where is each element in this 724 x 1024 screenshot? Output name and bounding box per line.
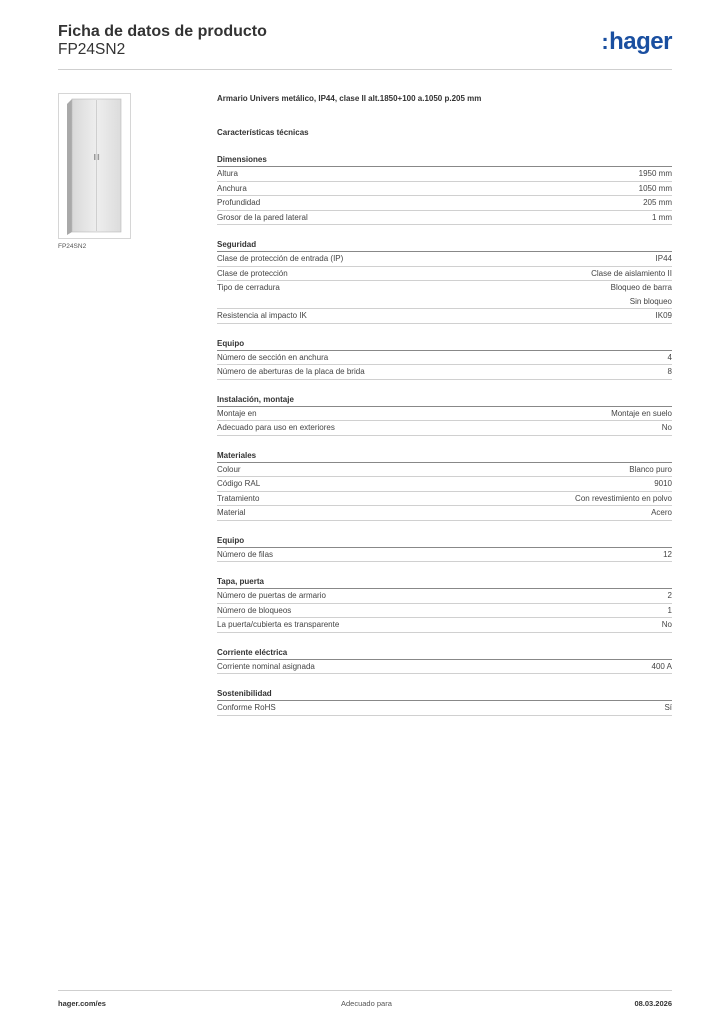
spec-value-line: 2 [667,591,672,600]
spec-value [651,506,672,520]
spec-section [217,394,672,436]
spec-label: Altura [217,169,238,178]
spec-value-line: 12 [663,549,672,559]
spec-value [668,351,672,365]
spec-value-line: Bloqueo de barra [610,283,672,292]
spec-value-line: 1 mm [652,212,672,222]
left-handle-icon [94,154,96,160]
spec-value-line: 205 mm [643,198,672,207]
spec-row [217,618,672,633]
spec-section [217,535,672,563]
spec-value-line: 1050 mm [638,183,672,193]
spec-label: Conforme RoHS [217,703,276,712]
spec-row [217,351,672,366]
spec-label: La puerta/cubierta es transparente [217,620,340,629]
spec-label: Material [217,508,246,517]
spec-value-line: Blanco puro [629,464,672,474]
spec-row [217,492,672,507]
spec-label: Colour [217,464,241,474]
spec-value [639,167,672,181]
logo-text: hager [609,28,672,55]
spec-row [217,182,672,197]
spec-label: Número de puertas de armario [217,591,326,600]
section-title: Equipo [217,338,672,351]
spec-value [611,407,672,421]
logo-prefix: : [601,29,609,54]
spec-label: Resistencia al impacto IK [217,311,307,320]
spec-value-line: Sin bloqueo [629,296,672,306]
spec-row [217,365,672,380]
spec-value-line: Con revestimiento en polvo [575,493,672,503]
spec-value-line: IP44 [655,254,672,263]
section-title: Materiales [217,450,672,463]
section-title: Corriente eléctrica [217,647,672,660]
spec-value [656,309,672,323]
spec-row [217,548,672,563]
spec-row [217,281,672,309]
spec-label: Número de aberturas de la placa de brida [217,367,365,376]
spec-label: Montaje en [217,408,257,418]
spec-value-line: 400 A [651,661,672,671]
content-area [217,93,672,716]
spec-value [668,589,672,603]
product-code: FP24SN2 [58,41,126,58]
section-title: Instalación, montaje [217,394,672,407]
spec-section [217,688,672,716]
spec-label: Tratamiento [217,493,260,503]
spec-value-line: No [661,620,672,629]
spec-row [217,589,672,604]
spec-label: Número de sección en anchura [217,352,329,362]
footer-middle-text: Adecuado para [341,999,392,1008]
spec-row [217,196,672,211]
product-description: Armario Univers metálico, IP44, clase II alt.1850+100 a.1050 p.205 mm [217,94,482,103]
spec-value-line: IK09 [655,311,672,320]
spec-row [217,477,672,492]
spec-row [217,506,672,521]
spec-label: Código RAL [217,479,261,488]
spec-value-line: 8 [667,367,672,376]
page-header [58,22,672,70]
cabinet-illustration [59,94,130,238]
product-image [58,93,131,239]
spec-section [217,450,672,521]
footer-date: 08.03.2026 [634,999,672,1008]
section-title: Seguridad [217,239,672,252]
spec-value [668,604,672,618]
spec-row [217,252,672,267]
spec-value [662,618,672,632]
spec-value-line: 1950 mm [638,169,672,178]
spec-value [654,477,672,491]
cabinet-side [67,99,72,235]
spec-section [217,338,672,380]
spec-value [663,548,672,562]
footer-website: hager.com/es [58,999,106,1008]
spec-row [217,267,672,282]
spec-value-line: Sí [664,703,672,712]
spec-label: Profundidad [217,198,261,207]
spec-label: Adecuado para uso en exteriores [217,423,335,432]
spec-row [217,309,672,324]
spec-label: Número de bloqueos [217,605,292,615]
spec-section [217,576,672,633]
spec-value [643,196,672,210]
spec-value [662,421,672,435]
spec-row [217,211,672,226]
spec-value [575,492,672,506]
spec-label: Corriente nominal asignada [217,661,315,671]
spec-row [217,463,672,478]
page-footer [58,990,672,1008]
spec-value-line: No [661,423,672,432]
section-title: Tapa, puerta [217,576,672,589]
section-title: Equipo [217,535,672,548]
spec-section [217,239,672,324]
spec-value [664,701,672,715]
image-caption: FP24SN2 [58,243,87,250]
right-handle-icon [98,154,100,160]
spec-value [611,281,672,308]
spec-value [652,211,672,225]
spec-value-line: Montaje en suelo [611,408,672,418]
section-title: Dimensiones [217,154,672,167]
spec-row [217,660,672,675]
spec-value [652,660,672,674]
spec-value-line: 9010 [654,479,672,488]
spec-label: Grosor de la pared lateral [217,212,308,222]
hager-logo [601,28,672,56]
spec-row [217,604,672,619]
spec-label: Anchura [217,183,247,193]
spec-value [656,252,672,266]
spec-value [639,182,672,196]
spec-label: Número de filas [217,549,274,559]
spec-value-line: 1 [667,605,672,615]
spec-section [217,647,672,675]
spec-row [217,407,672,422]
technical-characteristics-title: Características técnicas [217,128,309,137]
spec-row [217,701,672,716]
spec-value [629,463,672,477]
spec-section [217,154,672,225]
section-title: Sostenibilidad [217,688,672,701]
document-title: Ficha de datos de producto [58,23,267,40]
spec-value-line: 4 [667,352,672,362]
spec-label: Tipo de cerradura [217,283,280,292]
spec-value [591,267,672,281]
spec-row [217,421,672,436]
spec-value-line: Acero [651,508,672,517]
spec-row [217,167,672,182]
spec-label: Clase de protección de entrada (IP) [217,254,344,263]
spec-sections [217,154,672,716]
spec-value [668,365,672,379]
spec-label: Clase de protección [217,268,288,278]
spec-value-line: Clase de aislamiento II [591,268,672,278]
